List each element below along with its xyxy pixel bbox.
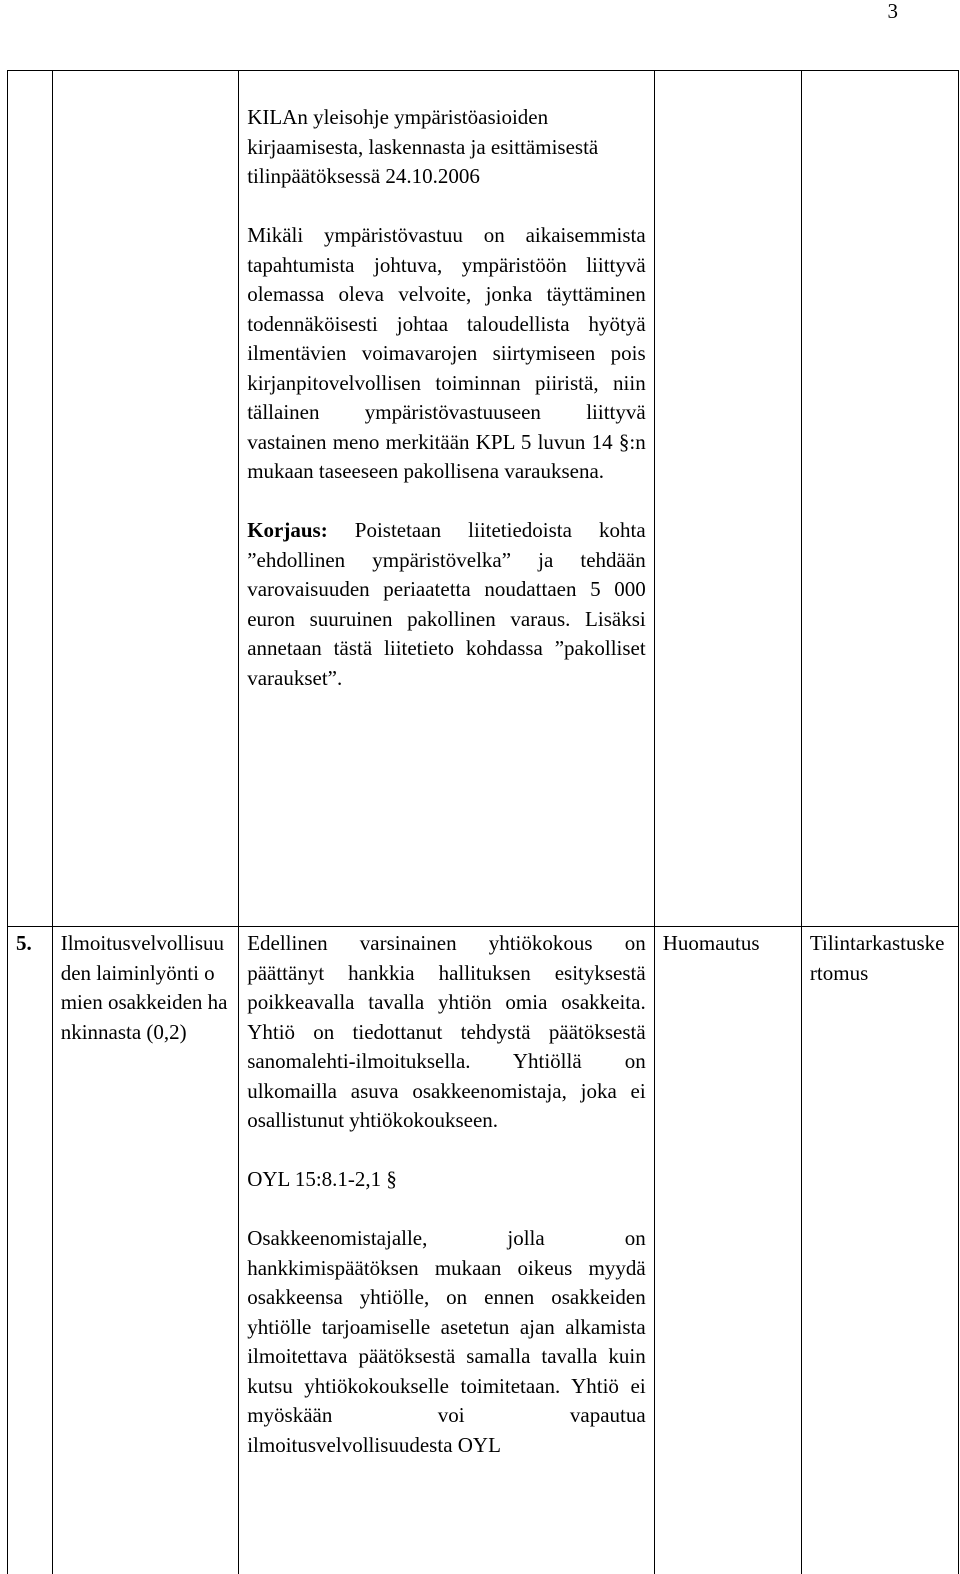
topic-cell: [52, 927, 238, 1574]
correction-text: Poistetaan liitetiedoista kohta ”ehdollinen ympäristövelka” ja tehdään varovaisuuden periaatetta noudattaen 5 000 euron suuruinen pakollinen varaus. Lisäksi annetaan tästä liitetieto kohdassa ”pakolliset varaukset”.: [247, 518, 646, 690]
reference-paragraph: KILAn yleisohje ympäristöasioiden kirjaamisesta, laskennasta ja esittämisestä tilinpäätöksessä 24.10.2006: [247, 103, 646, 192]
sanction-cell: [654, 927, 801, 1574]
document-table: [7, 70, 959, 1574]
sanction-cell: [654, 71, 801, 927]
item-number: 5.: [16, 931, 32, 955]
sanction-text: Huomautus: [663, 931, 760, 955]
page-number: 3: [888, 0, 899, 27]
correction-label: Korjaus:: [247, 518, 328, 542]
item-topic: Ilmoitusvelvollisuuden laiminlyönti omien osakkeiden hankinnasta (0,2): [61, 929, 230, 1047]
table-row: [8, 71, 959, 927]
number-cell: [8, 71, 53, 927]
reporting-text: Tilintarkastuskertomus: [810, 929, 950, 988]
table-row: [8, 927, 959, 1574]
rule-paragraph: Osakkeenomistajalle, jolla on hankkimispäätöksen mukaan oikeus myydä osakkeensa yhtiölle, on ennen osakkeiden yhtiölle tarjoamiselle asetetun ajan alkamista ilmoitettava päätöksestä samalla tavalla kuin kutsu yhtiökokoukselle toimitetaan. Yhtiö ei myöskään voi vapautua ilmoitusvelvollisuudesta OYL: [247, 1224, 646, 1460]
topic-cell: [52, 71, 238, 927]
case-paragraph: Edellinen varsinainen yhtiökokous on päättänyt hankkia hallituksen esityksestä poikkeavalla tavalla yhtiön omia osakkeita. Yhtiö on tiedottanut tehdystä päätöksestä sanomalehti-ilmoituksella. Yhtiöllä on ulkomailla asuva osakkeenomistaja, joka ei osallistunut yhtiökokoukseen.: [247, 929, 646, 1136]
law-reference: OYL 15:8.1-2,1 §: [247, 1165, 646, 1195]
rule-paragraph: Mikäli ympäristövastuu on aikaisemmista tapahtumista johtuva, ympäristöön liittyvä olemassa oleva velvoite, jonka täyttäminen todennäköisesti johtaa taloudellista hyötyä ilmentävien voimavarojen siirtymiseen pois kirjanpitovelvollisen toiminnan piiristä, niin tällainen ympäristövastuuseen liittyvä vastainen meno merkitään KPL 5 luvun 14 §:n mukaan taseeseen pakollisena varauksena.: [247, 221, 646, 487]
correction-paragraph: [247, 516, 646, 693]
number-cell: [8, 927, 53, 1574]
reporting-cell: [801, 71, 958, 927]
description-cell: [239, 927, 655, 1574]
reporting-cell: [801, 927, 958, 1574]
description-cell: [239, 71, 655, 927]
